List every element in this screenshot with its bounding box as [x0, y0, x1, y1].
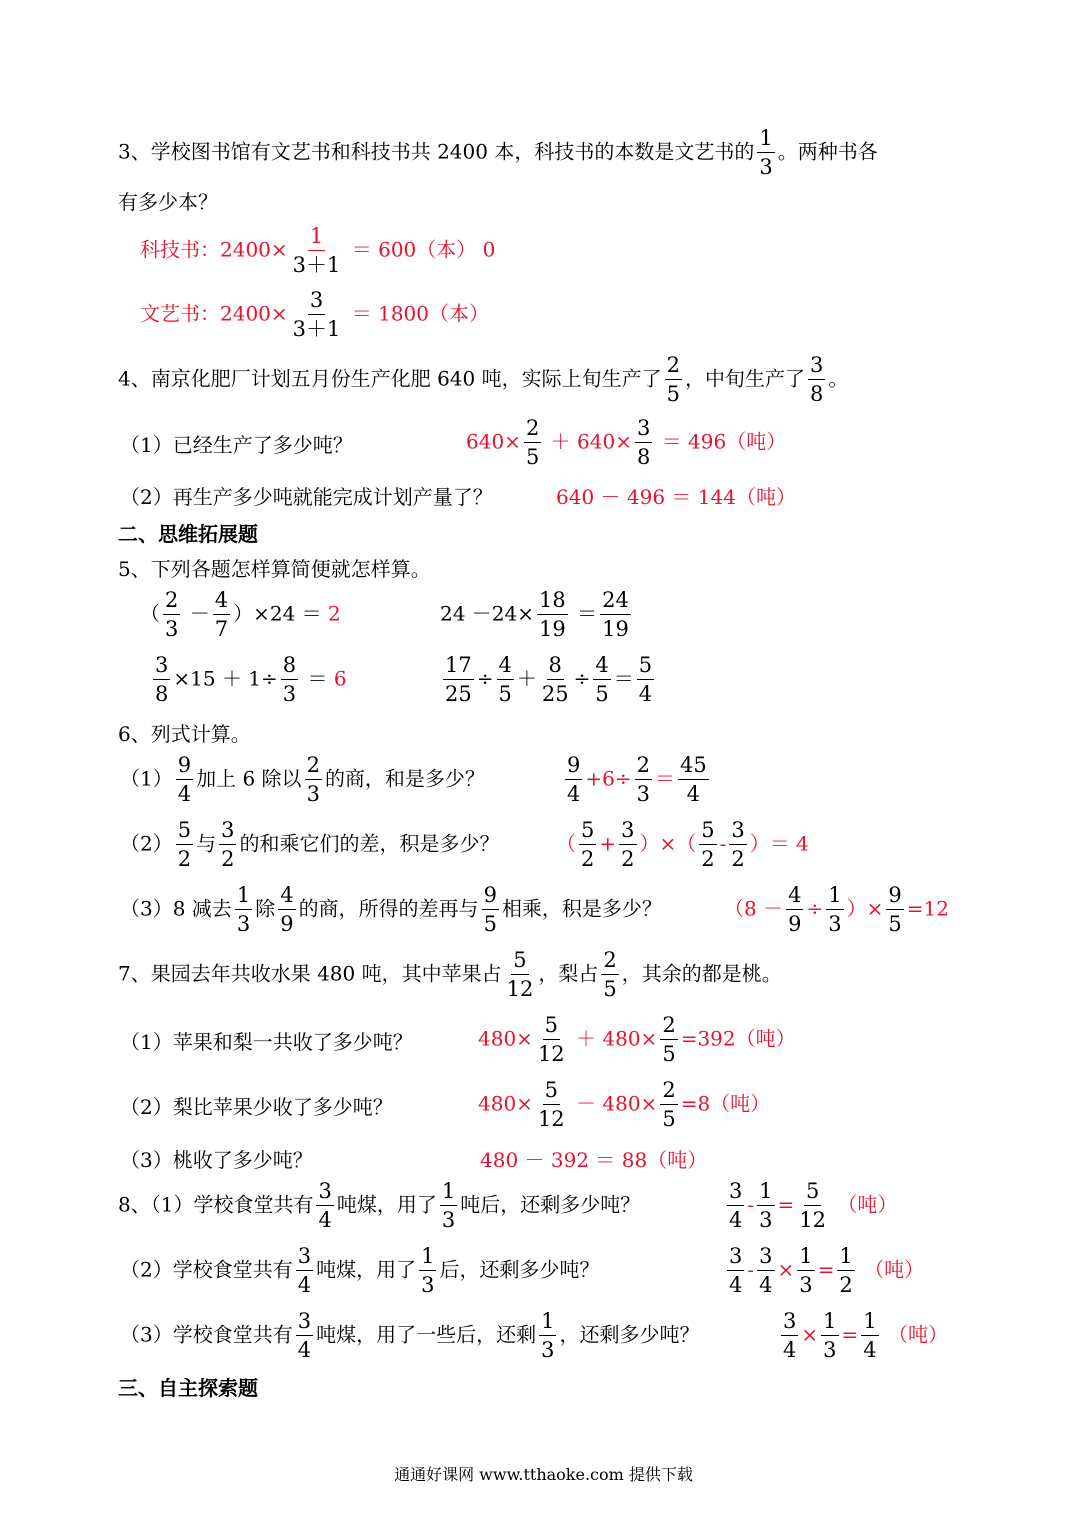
fraction: $\frac{24}{19}$	[602, 588, 629, 641]
fraction: $\frac{5}{2}$	[581, 818, 595, 871]
q6-sub-2: （2） $\frac{5}{2}$ 与 $\frac{3}{2}$ 的和乘它们的差，积是多少？	[120, 818, 500, 871]
q5-expr-3: $\frac{3}{8}$ ×15 ＋ 1÷ $\frac{8}{3}$ ＝ 6	[155, 653, 347, 706]
fraction: $\frac{1}{3}$	[799, 1244, 813, 1297]
q5-expr-4: $\frac{17}{25}$ ÷ $\frac{4}{5}$ ＋ $\frac{8}{25}$ ÷ $\frac{4}{5}$ ＝ $\frac{5}{4}$	[445, 653, 653, 706]
q3-answer-1: 科技书：2400× $\frac{1}{3+1}$ ＝ 600（本） 0	[140, 224, 496, 277]
fraction: $\frac{5}{12}$	[799, 1179, 827, 1232]
fraction: $\frac{3}{2}$	[731, 818, 745, 871]
q4-sub-2: （2）再生产多少吨就能完成计划产量了？	[120, 485, 493, 509]
fraction: $\frac{3}{4}$	[759, 1244, 773, 1297]
fraction: $\frac{1}{3}$	[759, 126, 773, 179]
fraction: $\frac{4}{5}$	[498, 653, 512, 706]
q8-sub-3: （3）学校食堂共有 $\frac{3}{4}$ 吨煤，用了一些后，还剩 $\frac{1}{3}$ ，还剩多少吨？	[120, 1309, 700, 1362]
fraction: $\frac{1}{3}$	[828, 883, 842, 936]
fraction: $\frac{8}{3}$	[282, 653, 297, 706]
q5-expr-1: （ $\frac{2}{3}$ － $\frac{4}{7}$ ）×24 ＝ 2	[140, 588, 341, 641]
fraction: $\frac{1}{3}$	[421, 1244, 435, 1297]
fraction: $\frac{2}{3}$	[165, 588, 179, 641]
q6-answer-3: （8 － $\frac{4}{9}$ ÷ $\frac{1}{3}$ ）× $\frac{9}{5}$ =12	[724, 883, 949, 936]
q5-expr-2: 24 －24× $\frac{18}{19}$ ＝ $\frac{24}{19}$	[440, 588, 629, 641]
fraction: $\frac{1}{4}$	[863, 1309, 877, 1362]
fraction: $\frac{1}{2}$	[839, 1244, 853, 1297]
fraction: $\frac{3}{8}$	[636, 416, 651, 469]
fraction: $\frac{9}{4}$	[177, 753, 192, 806]
fraction: $\frac{5}{2}$	[701, 818, 715, 871]
q7-line-1: 7、果园去年共收水果 480 吨，其中苹果占 $\frac{5}{12}$ ，梨占 $\frac{2}{5}$ ，其余的都是桃。	[118, 948, 782, 1001]
fraction: $\frac{45}{4}$	[680, 753, 707, 806]
fraction: $\frac{5}{12}$	[537, 1078, 565, 1131]
fraction: $\frac{9}{5}$	[888, 883, 902, 936]
fraction: $\frac{2}{3}$	[636, 753, 650, 806]
q6-title: 6、列式计算。	[118, 722, 251, 746]
q7-answer-2: 480× $\frac{5}{12}$ － 480× $\frac{2}{5}$ =8（吨）	[478, 1078, 771, 1131]
section-3-title: 三、自主探索题	[118, 1376, 258, 1400]
fraction: $\frac{4}{7}$	[214, 588, 229, 641]
q8-sub-2: （2）学校食堂共有 $\frac{3}{4}$ 吨煤，用了 $\frac{1}{3}$ 后，还剩多少吨？	[120, 1244, 600, 1297]
q8-answer-2: $\frac{3}{4}$ - $\frac{3}{4}$ × $\frac{1}{3}$ = $\frac{1}{2}$ （吨）	[729, 1244, 925, 1297]
fraction: $\frac{2}{5}$	[525, 416, 540, 469]
q7-answer-1: 480× $\frac{5}{12}$ ＋ 480× $\frac{2}{5}$ =392（吨）	[478, 1013, 796, 1066]
fraction: $\frac{1}{3}$	[759, 1179, 773, 1232]
q8-sub-1: 8、（1）学校食堂共有 $\frac{3}{4}$ 吨煤，用了 $\frac{1}{3}$ 吨后，还剩多少吨？	[118, 1179, 641, 1232]
fraction: $\frac{2}{5}$	[662, 1078, 676, 1131]
q8-answer-1: $\frac{3}{4}$ - $\frac{1}{3}$ = $\frac{5}{12}$ （吨）	[729, 1179, 898, 1232]
q7-answer-3: 480 － 392 ＝ 88（吨）	[480, 1148, 708, 1172]
fraction: $\frac{3}{4}$	[729, 1244, 743, 1297]
fraction: $\frac{8}{25}$	[541, 653, 569, 706]
fraction: $\frac{18}{19}$	[539, 588, 566, 641]
fraction: $\frac{3}{2}$	[221, 818, 235, 871]
fraction: $\frac{4}{9}$	[280, 883, 294, 936]
q4-answer-2: 640 － 496 ＝ 144（吨）	[556, 485, 796, 509]
fraction: $\frac{5}{2}$	[177, 818, 192, 871]
page-footer: 通通好课网 www.tthaoke.com 提供下载	[394, 1465, 693, 1484]
fraction: $\frac{1}{3}$	[441, 1179, 456, 1232]
fraction: $\frac{17}{25}$	[445, 653, 472, 706]
fraction: $\frac{3}{4}$	[297, 1244, 312, 1297]
fraction: $\frac{9}{5}$	[483, 883, 497, 936]
q3-line-1: 3、学校图书馆有文艺书和科技书共 2400 本，科技书的本数是文艺书的 $\frac{1}{3}$ 。两种书各	[118, 126, 878, 179]
q6-answer-2: （ $\frac{5}{2}$ + $\frac{3}{2}$ ）×（ $\frac{5}{2}$ - $\frac{3}{2}$ ）＝ 4	[556, 818, 809, 871]
q8-answer-3: $\frac{3}{4}$ × $\frac{1}{3}$ = $\frac{1}{4}$ （吨）	[783, 1309, 949, 1362]
fraction: $\frac{9}{4}$	[567, 753, 581, 806]
q7-sub-1: （1）苹果和梨一共收了多少吨？	[120, 1030, 413, 1054]
fraction: $\frac{5}{12}$	[537, 1013, 565, 1066]
q4-sub-1: （1）已经生产了多少吨？	[120, 433, 353, 457]
fraction: $\frac{3}{4}$	[783, 1309, 797, 1362]
q5-title: 5、下列各题怎样算简便就怎样算。	[118, 557, 431, 581]
fraction: $\frac{2}{5}$	[603, 948, 617, 1001]
fraction: $\frac{3}{4}$	[318, 1179, 332, 1232]
q3-line-2: 有多少本？	[118, 190, 218, 214]
q4-answer-1: 640× $\frac{2}{5}$ ＋ 640× $\frac{3}{8}$ ＝ 496（吨）	[466, 416, 787, 469]
fraction: $\frac{3}{8}$	[155, 653, 169, 706]
fraction: $\frac{3}{4}$	[297, 1309, 312, 1362]
q6-sub-1: （1） $\frac{9}{4}$ 加上 6 除以 $\frac{2}{3}$ 的商，和是多少？	[120, 753, 485, 806]
fraction: $\frac{2}{5}$	[666, 353, 680, 406]
q3-answer-2: 文艺书：2400× $\frac{3}{3+1}$ ＝ 1800（本）	[140, 288, 490, 341]
fraction: $\frac{2}{5}$	[662, 1013, 676, 1066]
fraction: $\frac{1}{3}$	[823, 1309, 837, 1362]
section-2-title: 二、思维拓展题	[118, 522, 258, 546]
fraction: $\frac{1}{3}$	[236, 883, 251, 936]
fraction: $\frac{5}{4}$	[638, 653, 653, 706]
fraction: $\frac{5}{12}$	[506, 948, 534, 1001]
fraction: $\frac{2}{3}$	[306, 753, 320, 806]
fraction: $\frac{1}{3}$	[541, 1309, 555, 1362]
q7-sub-3: （3）桃收了多少吨？	[120, 1148, 313, 1172]
fraction: $\frac{3}{8}$	[810, 353, 824, 406]
fraction: $\frac{3}{4}$	[729, 1179, 743, 1232]
fraction: $\frac{4}{5}$	[595, 653, 609, 706]
q6-sub-3: （3）8 减去 $\frac{1}{3}$ 除 $\frac{4}{9}$ 的商，所得的差再与 $\frac{9}{5}$ 相乘，积是多少？	[120, 883, 662, 936]
fraction: $\frac{4}{9}$	[788, 883, 802, 936]
fraction: $\frac{3}{3+1}$	[292, 288, 341, 341]
fraction: $\frac{1}{3+1}$	[292, 224, 341, 277]
q4-line-1: 4、南京化肥厂计划五月份生产化肥 640 吨，实际上旬生产了 $\frac{2}{5}$ ，中旬生产了 $\frac{3}{8}$ 。	[118, 353, 849, 406]
q7-sub-2: （2）梨比苹果少收了多少吨？	[120, 1095, 393, 1119]
fraction: $\frac{3}{2}$	[621, 818, 635, 871]
q6-answer-1: $\frac{9}{4}$ +6÷ $\frac{2}{3}$ ＝ $\frac{45}{4}$	[567, 753, 707, 806]
